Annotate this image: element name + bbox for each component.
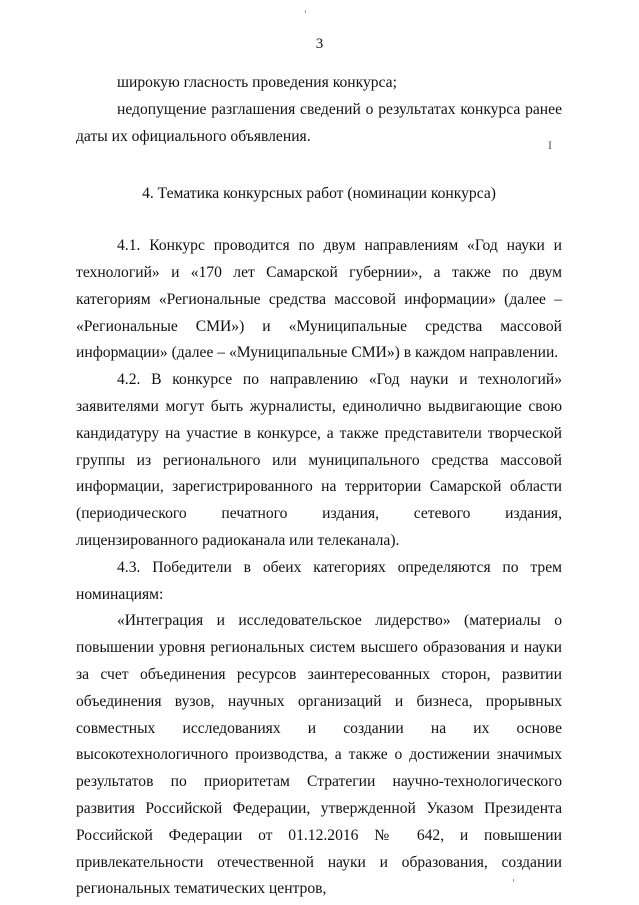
margin-mark: I (548, 138, 552, 152)
paragraph: 4.2. В конкурсе по направлению «Год науки и технологий» заявителями могут быть журналисты, единолично выдвигающие свою кандидатуру на участие в конкурсе, а также представители творческой группы из регионального или муниципального средства массовой информации, зарегистрированного на территории Самарской области (периодического печатного издания, сетевого издания, лицензированного радиоканала или телеканала). (76, 371, 562, 549)
paragraph: недопущение разглашения сведений о результатах конкурса ранее даты их официального объявления. (76, 100, 562, 145)
paragraph: «Интеграция и исследовательское лидерство» (материалы о повышении уровня региональных систем высшего образования и науки за счет объединения ресурсов заинтересованных сторон, развитии объединения вузов, научных организаций и бизнеса, прорывных совместных исследованиях и создании на их основе высокотехнологичного производства, а также о достижении значимых результатов по приоритетам Стратегии научно-технологического развития Российской Федерации, утвержденной Указом Президента Российской Федерации от 01.12.2016 № 642, и повышении привлекательности отечественной науки и образования, создании региональных тематических центров, (76, 612, 562, 898)
scan-artifact (305, 10, 306, 13)
paragraph: 4.1. Конкурс проводится по двум направлениям «Год науки и технологий» и «170 лет Самарской губернии», а также по двум категориям «Региональные средства массовой информации» (далее – «Региональные СМИ») и «Муниципальные средства массовой информации» (далее – «Муниципальные СМИ») в каждом направлении. (76, 237, 562, 362)
section-heading: 4. Тематика конкурсных работ (номинации конкурса) (142, 185, 496, 203)
paragraph: 4.3. Победители в обеих категориях определяются по трем номинациям: (76, 558, 562, 603)
paragraph: широкую гласность проведения конкурса; (117, 74, 397, 91)
page-number: 3 (315, 36, 324, 52)
document-body (76, 70, 562, 903)
